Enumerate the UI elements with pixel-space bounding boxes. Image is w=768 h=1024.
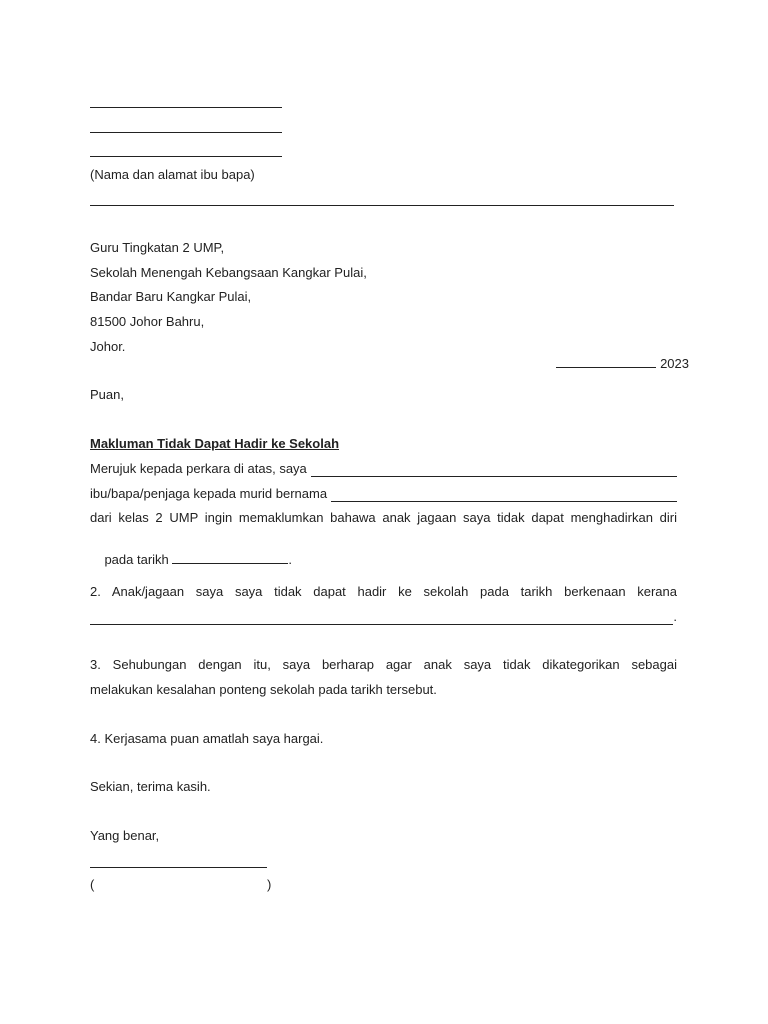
para3-line-2: melakukan kesalahan ponteng sekolah pada tarikh tersebut.: [90, 682, 437, 697]
para4: 4. Kerjasama puan amatlah saya hargai.: [90, 731, 324, 746]
parent-address-line-1: [90, 107, 282, 108]
letter-subject: Makluman Tidak Dapat Hadir ke Sekolah: [90, 436, 340, 451]
recipient-line-5: Johor.: [90, 339, 126, 354]
parent-address-label: (Nama dan alamat ibu bapa): [90, 167, 255, 182]
para3-line-1: 3. Sehubungan dengan itu, saya berharap agar anak saya tidak dikategorikan sebagai: [90, 657, 677, 672]
parent-name-blank: [311, 464, 677, 477]
para1-line-1: [90, 461, 677, 477]
signoff: Yang benar,: [90, 828, 160, 843]
para1-line1-text: Merujuk kepada perkara di atas, saya: [90, 461, 307, 476]
student-name-blank: [331, 489, 677, 502]
parent-address-line-2: [90, 132, 282, 133]
para2-line-2: [90, 609, 677, 625]
absence-date-blank: [172, 551, 288, 564]
para1-line4-text: pada tarikh: [104, 552, 169, 567]
para1-line-2: [90, 486, 677, 502]
signature-line: [90, 867, 267, 868]
para1-line2-text: ibu/bapa/penjaga kepada murid bernama: [90, 486, 328, 501]
recipient-line-4: 81500 Johor Bahru,: [90, 314, 205, 329]
date-blank: [556, 355, 656, 368]
reason-blank: [90, 612, 673, 625]
salutation: Puan,: [90, 387, 124, 402]
header-divider: [90, 205, 674, 206]
para1-line-4: [90, 535, 292, 584]
signature-open-paren: (: [90, 877, 95, 892]
para1-line-3: dari kelas 2 UMP ingin memaklumkan bahawa anak jagaan saya tidak dapat menghadirkan diri: [90, 510, 677, 525]
date-year: 2023: [660, 356, 689, 371]
recipient-line-1: Guru Tingkatan 2 UMP,: [90, 240, 225, 255]
recipient-line-2: Sekolah Menengah Kebangsaan Kangkar Pulai,: [90, 265, 367, 280]
date-field: [542, 339, 689, 388]
signature-close-paren: ): [267, 877, 272, 892]
para2-line-1: 2. Anak/jagaan saya saya tidak dapat hadir ke sekolah pada tarikh berkenaan kerana: [90, 584, 677, 599]
para1-line4-period: .: [288, 552, 293, 567]
recipient-line-3: Bandar Baru Kangkar Pulai,: [90, 289, 252, 304]
para2-line2-period: .: [673, 609, 677, 624]
parent-address-line-3: [90, 156, 282, 157]
closing: Sekian, terima kasih.: [90, 779, 211, 794]
